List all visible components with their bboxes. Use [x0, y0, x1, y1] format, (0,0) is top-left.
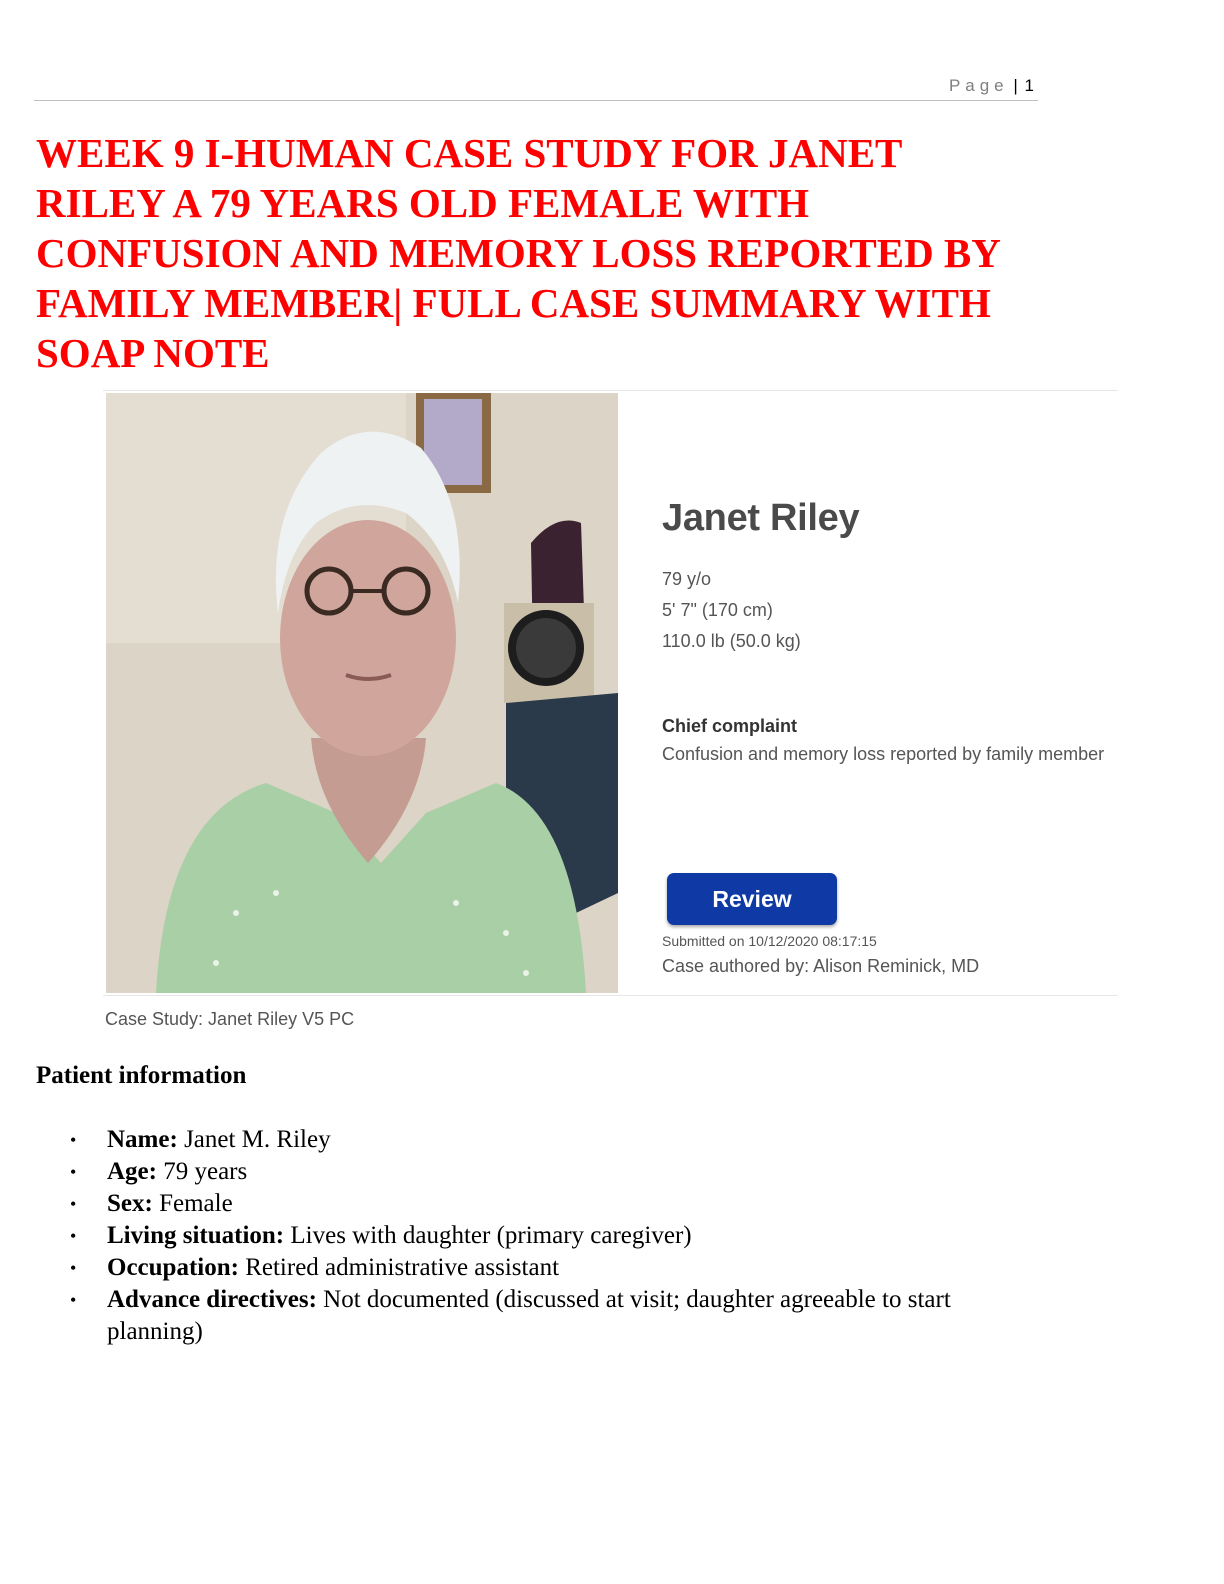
list-item-label: Age:	[107, 1158, 157, 1185]
review-button[interactable]: Review	[667, 873, 837, 925]
page-separator: |	[1013, 76, 1018, 95]
bullet-icon: •	[70, 1194, 77, 1214]
chief-complaint-label: Chief complaint	[662, 716, 798, 736]
case-card	[103, 390, 1118, 996]
page-header	[34, 72, 1038, 101]
list-item-value: 79 years	[163, 1158, 248, 1185]
bullet-icon: •	[70, 1290, 77, 1310]
list-item-value: Lives with daughter (primary caregiver)	[290, 1222, 692, 1249]
list-item-value: Janet M. Riley	[184, 1126, 331, 1153]
chief-complaint-text: Confusion and memory loss reported by family member	[662, 744, 1105, 764]
list-item	[36, 1284, 1012, 1348]
document-title: WEEK 9 I-HUMAN CASE STUDY FOR JANET RILEY A 79 YEARS OLD FEMALE WITH CONFUSION AND MEMORY LOSS REPORTED BY FAMILY MEMBER| FULL CASE SUMMARY WITH SOAP NOTE	[36, 130, 1000, 376]
image-caption: Case Study: Janet Riley V5 PC	[105, 1009, 355, 1029]
list-item-label: Occupation:	[107, 1254, 239, 1281]
submitted-timestamp: Submitted on 10/12/2020 08:17:15	[662, 933, 877, 949]
case-author: Case authored by: Alison Reminick, MD	[662, 956, 980, 976]
list-item	[36, 1188, 1036, 1220]
list-item-value: Female	[159, 1190, 233, 1217]
list-item	[36, 1156, 1036, 1188]
page-number	[949, 76, 1034, 96]
list-item-label: Sex:	[107, 1190, 153, 1217]
case-info-panel	[662, 391, 1112, 991]
patient-info-list	[36, 1124, 1036, 1348]
patient-weight: 110.0 lb (50.0 kg)	[662, 631, 801, 651]
list-item-label: Name:	[107, 1126, 178, 1153]
list-item-label: Living situation:	[107, 1222, 285, 1249]
patient-age: 79 y/o	[662, 569, 712, 589]
list-item	[36, 1252, 1036, 1284]
patient-portrait	[106, 393, 618, 993]
patient-name: Janet Riley	[662, 497, 860, 539]
bullet-icon: •	[70, 1258, 77, 1278]
patient-height: 5' 7" (170 cm)	[662, 600, 773, 620]
bullet-icon: •	[70, 1162, 77, 1182]
patient-portrait-illustration	[106, 393, 618, 993]
page-number-value: 1	[1024, 76, 1034, 95]
list-item	[36, 1220, 1036, 1252]
list-item	[36, 1124, 1036, 1156]
list-item-value: Not documented (discussed at visit; daughter agreeable to start planning)	[107, 1286, 951, 1345]
bullet-icon: •	[70, 1130, 77, 1150]
page-word: Page	[948, 76, 1009, 95]
list-item-label: Advance directives:	[107, 1286, 317, 1313]
list-item-value: Retired administrative assistant	[245, 1254, 560, 1281]
bullet-icon: •	[70, 1226, 77, 1246]
patient-info-heading: Patient information	[36, 1062, 247, 1089]
